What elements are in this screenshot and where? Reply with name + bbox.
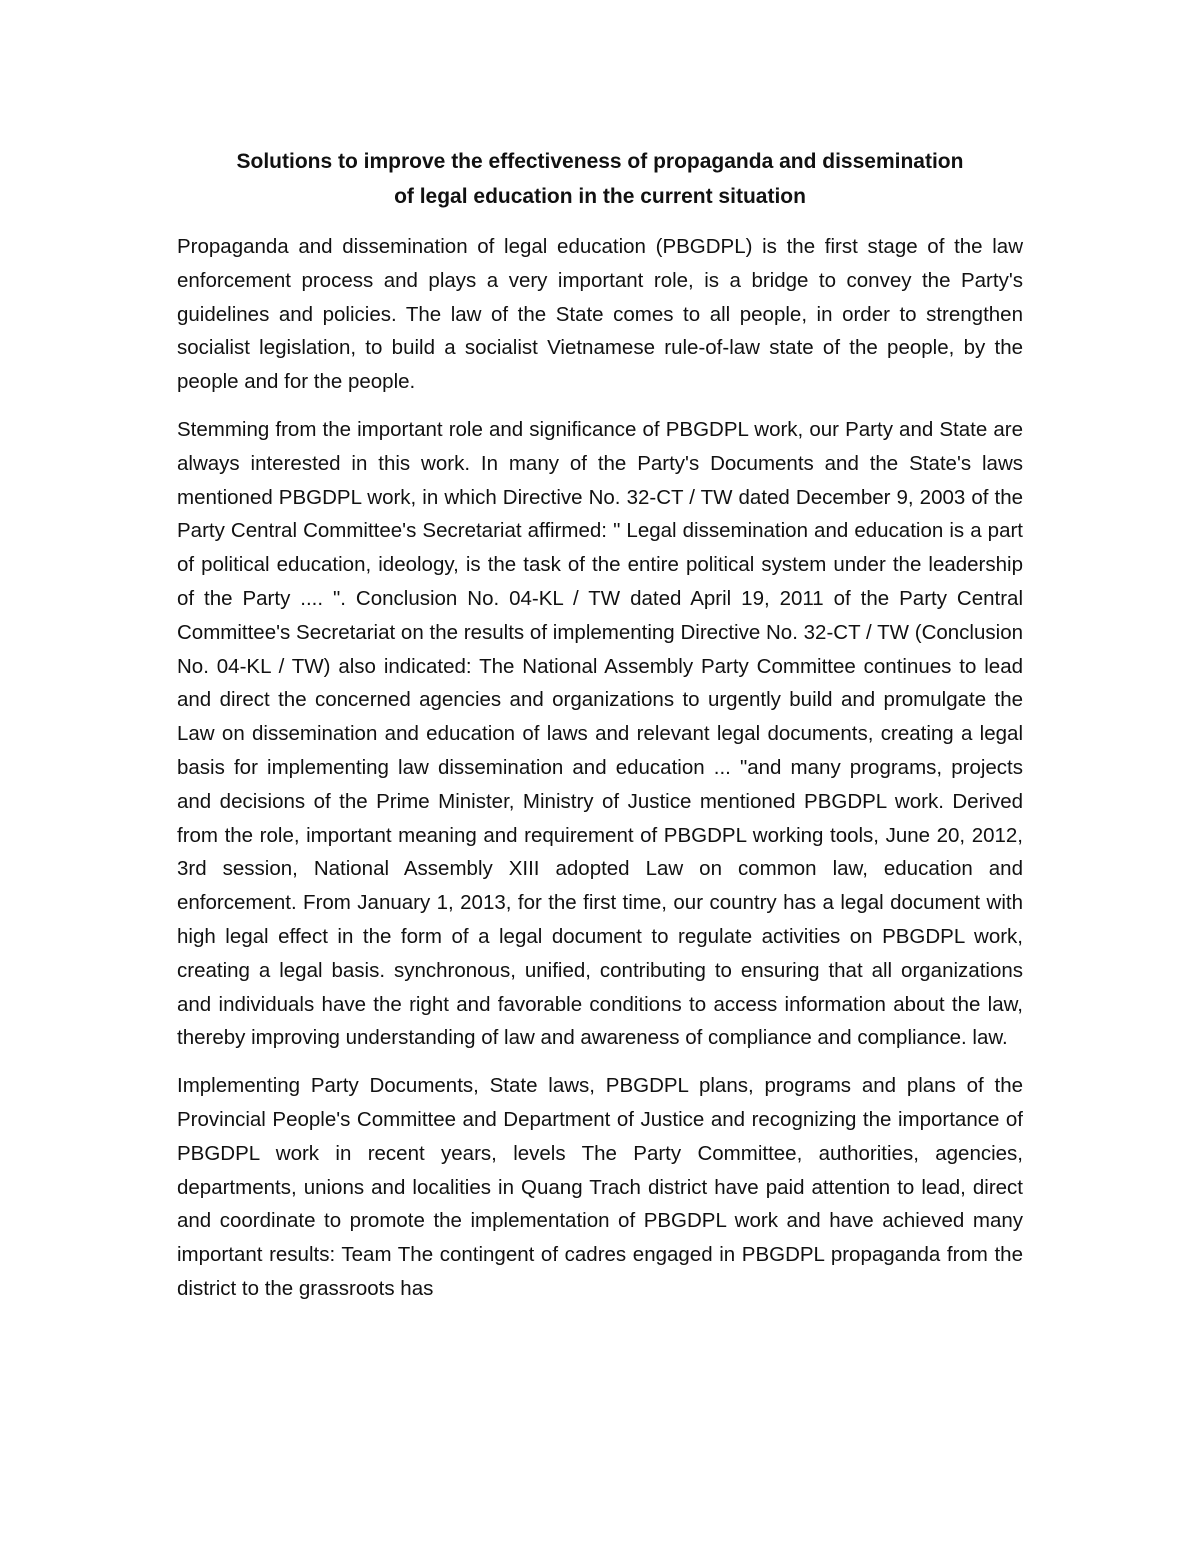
title-line-2: of legal education in the current situation (394, 185, 806, 208)
title-line-1: Solutions to improve the effectiveness of propaganda and dissemination (236, 150, 964, 173)
paragraph-party-state-interest: Stemming from the important role and significance of PBGDPL work, our Party and State are always interested in this work. In many of the Party's Documents and the State's laws mentioned PBGDPL work, in which Directive No. 32-CT / TW dated December 9, 2003 of the Party Central Committee's Secretariat affirmed: " Legal dissemination and education is a part of political education, ideology, is the task of the entire political system under the leadership of the Party .... ". Conclusion No. 04-KL / TW dated April 19, 2011 of the Party Central Committee's Secretariat on the results of implementing Directive No. 32-CT / TW (Conclusion No. 04-KL / TW) also indicated: The National Assembly Party Committee continues to lead and direct the concerned agencies and organizations to urgently build and promulgate the Law on dissemination and education of laws and relevant legal documents, creating a legal basis for implementing law dissemination and education ... "and many programs, projects and decisions of the Prime Minister, Ministry of Justice mentioned PBGDPL work. Derived from the role, important meaning and requirement of PBGDPL working tools, June 20, 2012, 3rd session, National Assembly XIII adopted Law on common law, education and enforcement. From January 1, 2013, for the first time, our country has a legal document with high legal effect in the form of a legal document to regulate activities on PBGDPL work, creating a legal basis. synchronous, unified, contributing to ensuring that all organizations and individuals have the right and favorable conditions to access information about the law, thereby improving understanding of law and awareness of compliance and compliance. law. (177, 417, 1023, 1050)
paragraph-implementation: Implementing Party Documents, State laws, PBGDPL plans, programs and plans of the Provincial People's Committee and Department of Justice and recognizing the importance of PBGDPL work in recent years, levels The Party Committee, authorities, agencies, departments, unions and localities in Quang Trach district have paid attention to lead, direct and coordinate to promote the implementation of PBGDPL work and have achieved many important results: Team The contingent of cadres engaged in PBGDPL propaganda from the district to the grassroots has (177, 1074, 1023, 1300)
paragraph-introduction: Propaganda and dissemination of legal education (PBGDPL) is the first stage of the law enforcement process and plays a very important role, is a bridge to convey the Party's guidelines and policies. The law of the State comes to all people, in order to strengthen socialist legislation, to build a socialist Vietnamese rule-of-law state of the people, by the people and for the people. (177, 235, 1023, 394)
document-title (177, 144, 1023, 214)
document-body (177, 144, 1023, 1306)
